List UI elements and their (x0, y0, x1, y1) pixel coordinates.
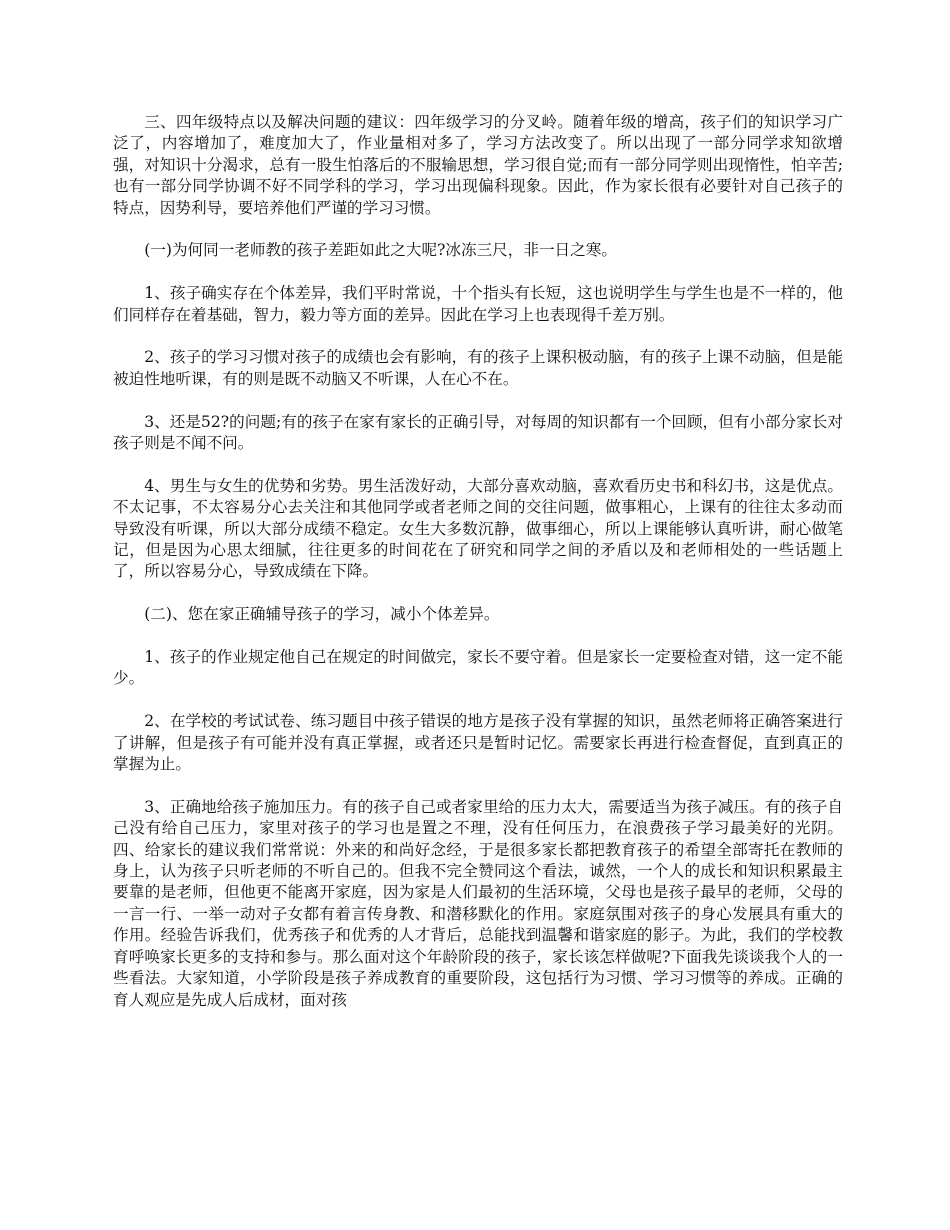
paragraph-boys-and-girls: 4、男生与女生的优势和劣势。男生活泼好动，大部分喜欢动脑，喜欢看历史书和科幻书，这是优点。不太记事，不太容易分心去关注和其他同学或者老师之间的交往问题，做事粗心，上课有的往往太多动而导致没有听课，所以大部分成绩不稳定。女生大多数沉静，做事细心，所以上课能够认真听讲，耐心做笔记，但是因为心思太细腻，往往更多的时间花在了研究和同学之间的矛盾以及和老师相处的一些话题上了，所以容易分心，导致成绩在下降。 (113, 476, 843, 581)
paragraph-grade-four-features: 三、四年级特点以及解决问题的建议：四年级学习的分叉岭。随着年级的增高，孩子们的知识学习广泛了，内容增加了，难度加大了，作业量相对多了，学习方法改变了。所以出现了一部分同学求知欲增强，对知识十分渴求，总有一股生怕落后的不服输思想，学习很自觉;而有一部分同学则出现惰性，怕辛苦;也有一部分同学协调不好不同学科的学习，学习出现偏科现象。因此，作为家长很有必要针对自己孩子的特点，因势利导，要培养他们严谨的学习习惯。 (113, 113, 843, 217)
paragraph-applying-pressure: 3、正确地给孩子施加压力。有的孩子自己或者家里给的压力太大，需要适当为孩子减压。有的孩子自己没有给自己压力，家里对孩子的学习也是置之不理，没有任何压力，在浪费孩子学习最美好的光阴。四、给家长的建议我们常常说：外来的和尚好念经，于是很多家长都把教育孩子的希望全部寄托在教师的身上，认为孩子只听老师的不听自己的。但我不完全赞同这个看法，诚然，一个人的成长和知识积累最主要靠的是老师，但他更不能离开家庭，因为家是人们最初的生活环境，父母也是孩子最早的老师，父母的一言一行、一举一动对子女都有着言传身教、和潜移默化的作用。家庭氛围对孩子的身心发展具有重大的作用。经验告诉我们，优秀孩子和优秀的人才背后，总能找到温馨和谐家庭的影子。为此，我们的学校教育呼唤家长更多的支持和参与。那么面对这个年龄阶段的孩子，家长该怎样做呢?下面我先谈谈我个人的一些看法。大家知道，小学阶段是孩子养成教育的重要阶段，这包括行为习惯、学习习惯等的养成。正确的育人观应是先成人后成材，面对孩 (113, 797, 843, 1009)
paragraph-parent-guidance: 3、还是52?的问题;有的孩子在家有家长的正确引导，对每周的知识都有一个回顾，但有小部分家长对孩子则是不闻不问。 (113, 412, 843, 453)
document-body (113, 112, 843, 1032)
paragraph-study-habits: 2、孩子的学习习惯对孩子的成绩也会有影响，有的孩子上课积极动脑，有的孩子上课不动脑，但是能被迫性地听课，有的则是既不动脑又不听课，人在心不在。 (113, 348, 843, 388)
paragraph-error-review: 2、在学校的考试试卷、练习题目中孩子错误的地方是孩子没有掌握的知识，虽然老师将正确答案进行了讲解，但是孩子有可能并没有真正掌握，或者还只是暂时记忆。需要家长再进行检查督促，直到真正的掌握为止。 (113, 712, 843, 774)
paragraph-homework-rules: 1、孩子的作业规定他自己在规定的时间做完，家长不要守着。但是家长一定要检查对错，这一定不能少。 (113, 648, 843, 688)
paragraph-section-two-heading: (二)、您在家正确辅导孩子的学习，减小个体差异。 (144, 605, 500, 624)
paragraph-section-one-heading: (一)为何同一老师教的孩子差距如此之大呢?冰冻三尺，非一日之寒。 (144, 241, 617, 260)
paragraph-individual-differences: 1、孩子确实存在个体差异，我们平时常说，十个指头有长短，这也说明学生与学生也是不一样的，他们同样存在着基础，智力，毅力等方面的差异。因此在学习上也表现得千差万别。 (113, 284, 843, 324)
